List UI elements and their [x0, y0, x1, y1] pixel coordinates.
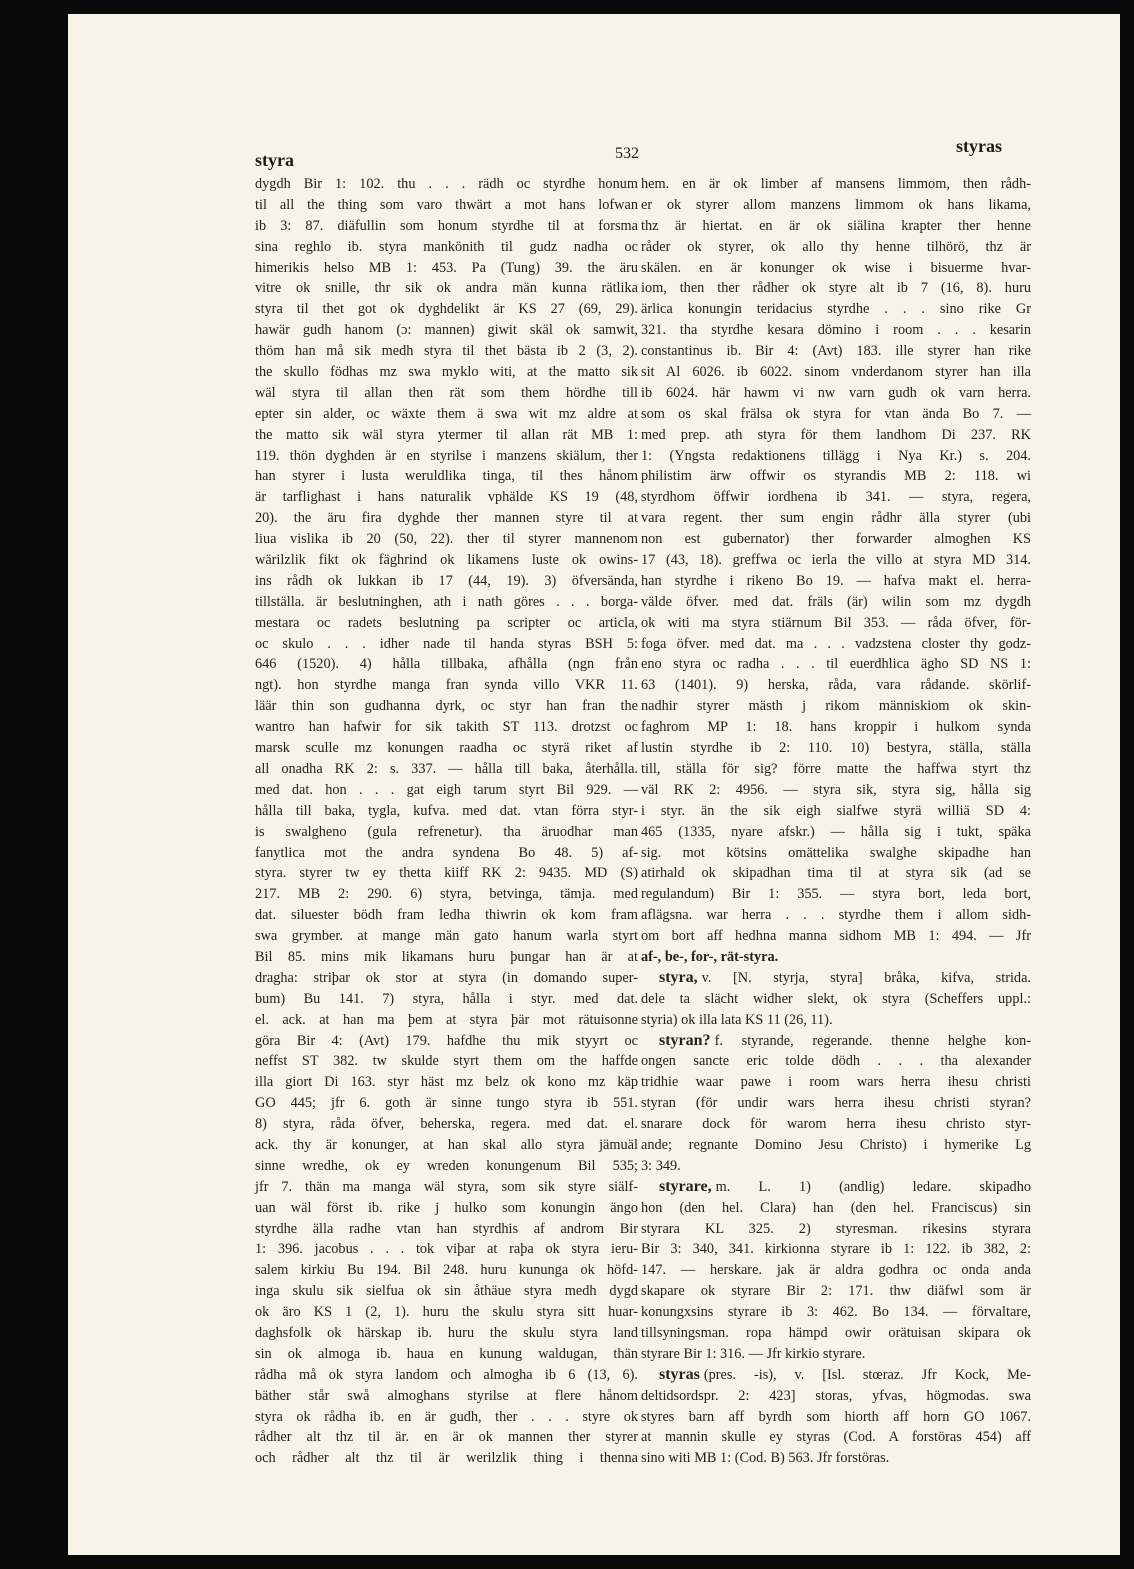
text-line: tridhie waar pawe i room wars herra ihesu christi	[641, 1074, 1031, 1091]
text-line: foga öfver. med dat. ma . . . vadzstena closter thy godz-	[641, 635, 1031, 652]
text-line: eno styra oc radha . . . til euerdhlica ägho SD NS 1:	[641, 656, 1031, 673]
text-line: regulandum) Bir 1: 355. — styra bort, leda bort,	[641, 886, 1031, 903]
text-line: til all the thing som varo thwärt a mot hans lofwan	[255, 196, 638, 213]
text-line: han styrdhe i rikeno Bo 19. — hafva makt el. herra-	[641, 572, 1031, 589]
text-line: wäl styra til allan then rät som them hördhe till	[255, 384, 638, 401]
text-line: jfr 7. thän ma manga wäl styra, som sik styre siälf-	[255, 1178, 638, 1195]
text-line: nadhir styrer mästh j rikom människiom ok skin-	[641, 698, 1031, 715]
headword: styras	[659, 1365, 700, 1383]
text-line: konungxsins styrare ib 3: 462. Bo 134. — förvaltare,	[641, 1304, 1031, 1321]
text-line: styria) ok illa lata KS 11 (26, 11).	[641, 1011, 833, 1028]
text-line: Bil 85. mins mik likamans huru þungar han är at	[255, 948, 638, 965]
text-line: 1: 396. jacobus . . . tok viþar at raþa ok styra ieru-	[255, 1241, 638, 1258]
text-line: med dat. hon . . . gat eigh tarum styrt Bil 929. —	[255, 781, 638, 798]
text-line: ib 3: 87. diäfullin som honum styrdhe til at forsma	[255, 217, 638, 234]
text-line: af-, be-, for-, rät-styra.	[641, 948, 779, 965]
text-line: ongen sancte eric tolde dödh . . . tha alexander	[641, 1053, 1031, 1070]
text-line: styrdhom öffwir iordhena ib 341. — styra, regera,	[641, 489, 1031, 506]
text-line: deltidsordspr. 2: 423] storas, yfvas, högmodas. swa	[641, 1387, 1031, 1404]
running-head-right: styras	[956, 136, 1002, 156]
text-line: liua vislika ib 20 (50, 22). ther til styrer mannenom	[255, 531, 638, 548]
text-line: bäther står swå almoghans styrilse at flere hånom	[255, 1387, 638, 1404]
page-number: 532	[615, 145, 639, 162]
text-line: ok äro KS 1 (2, 1). huru the skulu styra sitt huar-	[255, 1304, 638, 1321]
text-line: all onadha RK 2: s. 337. — hålla till baka, återhålla.	[255, 760, 638, 777]
text-line: 17 (43, 18). greffwa oc ierla the villo at styra MD 314.	[641, 552, 1031, 569]
text-line: hem. en är ok limber af mansens limmom, then rådh-	[641, 176, 1031, 192]
text-line: neffst ST 382. tw skulde styrt them om the haffde	[255, 1053, 638, 1070]
text-line: styres barn aff byrdh som hiorth aff horn GO 1067.	[641, 1408, 1031, 1425]
text-line: wantro han hafwir for sik takith ST 113. drotzst oc	[255, 719, 638, 736]
text-line: 217. MB 2: 290. 6) styra, betvinga, tämja. med	[255, 886, 638, 903]
entry-text: (pres. -is), v. [Isl. stœraz. Jfr Kock, Me-	[703, 1366, 1031, 1383]
text-line: ack. thy är konunger, at han skal allo styra jämuäl	[255, 1136, 638, 1153]
text-line: styra til thet got ok dyghdelikt är KS 27 (69, 29).	[255, 301, 638, 318]
text-line: oc skulo . . . idher nade til handa styras BSH 5:	[255, 635, 638, 652]
text-line: daghsfolk ok härskap ib. huru the skulu styra land	[255, 1324, 638, 1341]
text-line: 20). the äru fira dyghde ther mannen styre til at	[255, 510, 638, 527]
text-line: och rådher alt thz til är werilzlik thing i thenna	[255, 1450, 638, 1467]
text-line: är tarflighast i hans naturalik vphälde KS 19 (48,	[255, 489, 638, 506]
text-line: till, ställa för sig? förre matte the haffwa styrt thz	[641, 760, 1031, 777]
text-line: vitre ok snille, thr sik ok andra män kunna rätlika	[255, 280, 638, 297]
text-line	[641, 1177, 1031, 1198]
text-line: dat. siluester bödh fram ledha thiwrin ok kom fram	[255, 907, 638, 924]
text-line: philistim ärw offwir os styrandis MB 2: 118. wi	[641, 468, 1031, 485]
text-line: at mannin skulle ey styras (Cod. A forstöras 454) aff	[641, 1429, 1031, 1446]
text-line: rådha må ok styra landom och almogha ib 6 (13, 6).	[255, 1366, 638, 1383]
text-line: styra. styrer tw ey thetta kiiff RK 2: 9435. MD (S)	[255, 865, 638, 882]
text-line: hon (den hel. Clara) han (den hel. Franciscus) sin	[641, 1199, 1031, 1216]
left-column	[255, 174, 638, 1469]
text-line: vara regent. ther sum engin rådhr älla styrer (ubi	[641, 510, 1031, 527]
running-head-left: styra	[255, 150, 294, 170]
text-line	[641, 968, 1031, 989]
text-line: constantinus ib. Bir 4: (Avt) 183. ille styrer han rike	[641, 343, 1031, 360]
text-line: marsk sculle mz konungen raadha oc styrä riket af	[255, 740, 638, 757]
text-line: tillsyningsman. ropa hämpd owir orätuisan skipara ok	[641, 1324, 1031, 1341]
text-line: 63 (1401). 9) herska, råda, vara rådande. skörlif-	[641, 677, 1031, 694]
headword: styrare,	[659, 1177, 712, 1195]
text-line: ib 6024. här hawm vi nw varn gudh ok varn herra.	[641, 384, 1031, 401]
text-line: thöm han må sik medh styra til thet bästa ib 2 (3, 2).	[255, 343, 638, 360]
text-line: er ok styrer allom manzens limmom ok hans likama,	[641, 196, 1031, 213]
text-line: göra Bir 4: (Avt) 179. hafdhe thu mik styyrt oc	[255, 1032, 638, 1049]
entry-text: f. styrande, regerande. thenne helghe kon-	[714, 1032, 1031, 1049]
text-line: mestara oc radets beslutning pa scripter oc articla,	[255, 614, 638, 631]
text-line: styran (för undir wars herra ihesu christi styran?	[641, 1095, 1031, 1112]
text-line: skälen. en är konunger ok wise i bisuerme hvar-	[641, 259, 1031, 276]
text-line: 3: 349.	[641, 1157, 681, 1174]
text-line: dragha: striþar ok stor at styra (in domando super-	[255, 969, 638, 986]
entry-text: v. [N. styrja, styra] bråka, kifva, strida.	[701, 969, 1031, 986]
text-line: 321. tha styrdhe kesara dömino i room . . . kesarin	[641, 322, 1031, 339]
text-line: ärlica konungin teridacius styrdhe . . . sino rike Gr	[641, 301, 1031, 318]
text-line: aflägsna. war herra . . . styrdhe them i allom sidh-	[641, 907, 1031, 924]
text-line: styrara KL 325. 2) styresman. rikesins styrara	[641, 1220, 1031, 1237]
text-line: sit Al 6026. ib 6022. sinom vnderdanom styrer han illa	[641, 364, 1031, 381]
text-line: epter sin alder, oc wäxte them ä swa wit mz aldre at	[255, 405, 638, 422]
text-line: hawär gudh hanom (ɔ: mannen) giwit skäl ok samwit,	[255, 322, 638, 339]
text-line: dele ta slächt widher slekt, ok styra (Scheffers uppl.:	[641, 990, 1031, 1007]
text-line: thz är hiertat. en är ok siälina krapter ther henne	[641, 217, 1031, 234]
text-line: Bir 3: 340, 341. kirkionna styrare ib 1: 122. ib 382, 2:	[641, 1241, 1031, 1258]
text-line: ok witi ma styra stiärnum Bil 353. — råda öfver, för-	[641, 614, 1031, 631]
text-line: is swalgheno (gula refrenetur). tha äruodhar man	[255, 823, 638, 840]
text-line: styrare Bir 1: 316. — Jfr kirkio styrare.	[641, 1345, 866, 1362]
headword: styran?	[659, 1031, 711, 1049]
text-line: sin ok almoga ib. haua en kunung waldugan, thän	[255, 1345, 638, 1362]
text-line: fanytlica mot the andra syndena Bo 48. 5) af-	[255, 844, 638, 861]
text-line: väl RK 2: 4956. — styra sik, styra sig, hålla sig	[641, 781, 1031, 798]
text-line: ins rådh ok lukkan ib 17 (44, 19). 3) öfversända,	[255, 572, 638, 589]
text-line: 119. thön dyghden är en styrilse i manzens skiälum, ther	[255, 447, 638, 464]
text-line: läär thin son gudhanna dyrk, oc styr han fran the	[255, 698, 638, 715]
text-line: snarare dock för warom herra ihesu christo styr-	[641, 1116, 1031, 1133]
text-line: med prep. ath styra för them landhom Di 237. RK	[641, 426, 1031, 443]
text-line: sina reghlo ib. styra mankönith til gudz nadha oc	[255, 238, 638, 255]
text-line: GO 445; jfr 6. goth är sinne tungo styra ib 551.	[255, 1095, 638, 1112]
text-line: sino witi MB 1: (Cod. B) 563. Jfr forstöras.	[641, 1450, 890, 1467]
text-line: styrdhe älla radhe vtan han styrdhis af androm Bir	[255, 1220, 638, 1237]
text-line: i styr. än the sik eigh sialfwe styrä williä SD 4:	[641, 802, 1031, 819]
text-line: 8) styra, råda öfver, beherska, regera. med dat. el.	[255, 1116, 638, 1133]
text-line: lustin styrdhe ib 2: 110. 10) bestyra, ställa, ställa	[641, 740, 1031, 757]
text-line: råder ok styrer, ok allo thy henne tilhörö, thz är	[641, 238, 1031, 255]
text-line: swa grymber. at mange män gato hanum warla styrt	[255, 928, 638, 945]
text-line: 465 (1335, nyare afskr.) — hålla sig i tukt, späka	[641, 823, 1031, 840]
text-line: ande; regnante Domino Jesu Christo) i hymerike Lg	[641, 1136, 1031, 1153]
text-line: dygdh Bir 1: 102. thu . . . rädh oc styrdhe honum	[255, 176, 638, 192]
text-line: bum) Bu 141. 7) styra, hålla i styr. med dat.	[255, 990, 638, 1007]
text-line: han styrer i lusta weruldlika tinga, til thes hånom	[255, 468, 638, 485]
text-line: om bort aff hedhna manna sidhom MB 1: 494. — Jfr	[641, 928, 1031, 945]
text-line: styra ok rådha ib. en är gudh, ther . . . styre ok	[255, 1408, 638, 1425]
right-column	[641, 174, 1031, 1469]
text-line: hålla till baka, tygla, kufva. med dat. vtan förra styr-	[255, 802, 638, 819]
text-line: tillställa. är beslutninghen, ath i nath göres . . . borga-	[255, 593, 638, 610]
text-line: uan wäl först ib. rike j hulko som konungin ängo	[255, 1199, 638, 1216]
text-line: the skullo födhas mz swa myklo witi, at the matto sik	[255, 364, 638, 381]
text-line: salem kirkiu Bu 194. Bil 248. huru kununga ok höfd-	[255, 1262, 638, 1279]
text-line: skapare ok styrare Bir 2: 171. thw diäfwl som är	[641, 1283, 1031, 1300]
text-line: 147. — herskare. jak är aldra godhra oc onda anda	[641, 1262, 1031, 1279]
text-line: 646 (1520). 4) hålla tillbaka, afhålla (ngn från	[255, 656, 638, 673]
text-line: välde öfver. med dat. fräls (är) wilin som mz dygdh	[641, 593, 1031, 610]
text-line: himerikis helso MB 1: 453. Pa (Tung) 39. the äru	[255, 259, 638, 276]
text-line: ngt). hon styrdhe manga fran synda villo VKR 11.	[255, 677, 638, 694]
text-line: atirhald ok skipadhan tima til at styra sik (ad se	[641, 865, 1031, 882]
headword: styra,	[659, 968, 698, 986]
text-line: rådher alt thz til är. en är ok mannen ther styrer	[255, 1429, 638, 1446]
text-line: som os skal frälsa ok styra for vtan ända Bo 7. —	[641, 405, 1031, 422]
text-line: iom, then ther rådher ok styre alt ib 7 (16, 8). huru	[641, 280, 1031, 297]
text-line: faghrom MP 1: 18. hans kroppir i hulkom synda	[641, 719, 1031, 736]
text-line	[641, 1365, 1031, 1386]
entry-text: m. L. 1) (andlig) ledare. skipadho	[715, 1178, 1031, 1195]
dictionary-page	[68, 14, 1120, 1555]
text-line: wärilzlik fikt ok fäghrind ok likamens luste ok owins-	[255, 552, 638, 569]
text-line: 1: (Yngsta redaktionens tillägg i Nya Kr.) s. 204.	[641, 447, 1031, 464]
text-line	[641, 1031, 1031, 1052]
text-line: sinne wredhe, ok ey wreden konungenum Bil 535;	[255, 1157, 638, 1174]
text-line: inga skulu sik sielfua ok sin åthäue styra medh dygd	[255, 1283, 638, 1300]
text-line: sig. mot kötsins omättelika swalghe skipadhe han	[641, 844, 1031, 861]
text-line: the matto sik wäl styra ytermer til allan rät MB 1:	[255, 426, 638, 443]
text-line: non est gubernator) ther forwarder almoghen KS	[641, 531, 1031, 548]
text-line: illa giort Di 163. styr häst mz belz ok kono mz käp	[255, 1074, 638, 1091]
text-line: el. ack. at han ma þem at styra þär mot rätuisonne	[255, 1011, 638, 1028]
